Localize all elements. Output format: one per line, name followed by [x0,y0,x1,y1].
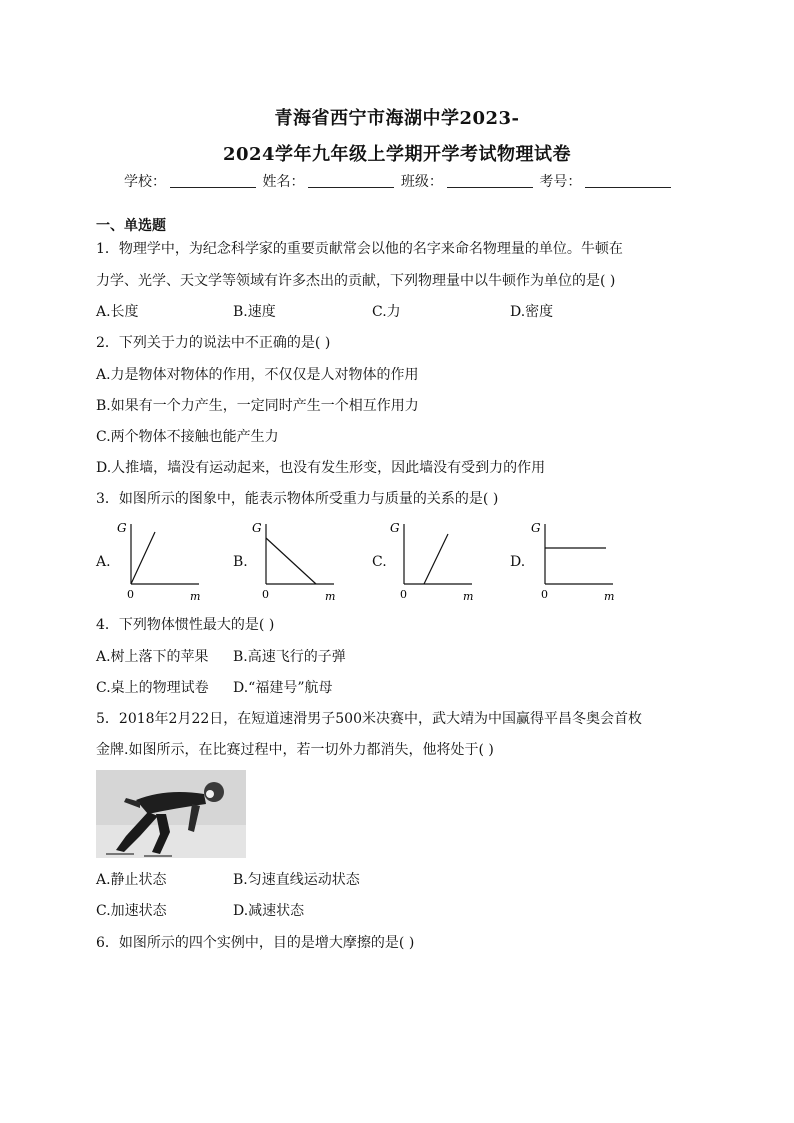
q3-graph-a [115,518,210,604]
speed-skater-photo [96,770,246,858]
q3-graph-c [388,518,483,604]
q3-graph-d [529,518,624,604]
q4-option-c: C.桌上的物理试卷 [96,680,209,696]
q5-option-a: A.静止状态 [96,872,167,888]
q1-line1: 1．物理学中，为纪念科学家的重要贡献常会以他的名字来命名物理量的单位。牛顿在 [96,241,623,257]
q4-option-a: A.树上落下的苹果 [96,649,209,665]
q5-option-c: C.加速状态 [96,903,167,919]
q3-graph-b-y-label: G [252,521,262,535]
q3-graph-c-y-label: G [390,521,400,535]
exam-title-line1: 青海省西宁市海湖中学2023- [274,108,520,129]
q2-option-a: A.力是物体对物体的作用，不仅仅是人对物体的作用 [96,367,419,383]
q3-graph-c-label: C. [372,554,387,570]
q1-line2: 力学、光学、天文学等领域有许多杰出的贡献，下列物理量中以牛顿作为单位的是( ) [96,273,616,289]
name-blank [308,174,394,188]
class-label: 班级： [400,174,443,190]
q5-line2: 金牌.如图所示，在比赛过程中，若一切外力都消失，他将处于( ) [96,742,494,758]
q3-graph-a-x-label: m [190,590,201,603]
q3-graph-a-label: A. [96,554,111,570]
q5-option-b: B.匀速直线运动状态 [233,872,360,888]
q3-graph-b-x-label: m [325,590,336,603]
q1-option-a: A.长度 [96,304,139,320]
q3-graph-b [250,518,345,604]
q5-line1: 5．2018年2月22日，在短道速滑男子500米决赛中，武大靖为中国赢得平昌冬奥会首枚 [96,711,642,727]
q2-option-d: D.人推墙，墙没有运动起来，也没有发生形变，因此墙没有受到力的作用 [96,460,546,476]
q3-graph-d-origin: 0 [541,588,548,601]
q4-stem: 4．下列物体惯性最大的是( ) [96,617,275,633]
q3-graph-d-y-label: G [531,521,541,535]
q1-option-b: B.速度 [233,304,276,320]
q4-option-d: D.“福建号”航母 [233,680,333,696]
q5-option-d: D.减速状态 [233,903,305,919]
q3-graph-a-origin: 0 [127,588,134,601]
school-label: 学校： [124,174,166,190]
q3-stem: 3．如图所示的图象中，能表示物体所受重力与质量的关系的是( ) [96,491,499,507]
exam-no-label: 考号： [539,174,582,190]
q1-option-c: C.力 [372,304,401,320]
q2-option-c: C.两个物体不接触也能产生力 [96,429,279,445]
q1-option-d: D.密度 [510,304,554,320]
q3-graph-b-label: B. [233,554,248,570]
q3-graph-b-origin: 0 [262,588,269,601]
q3-graph-a-y-label: G [117,521,127,535]
name-label: 姓名： [262,174,305,190]
q2-option-b: B.如果有一个力产生，一定同时产生一个相互作用力 [96,398,419,414]
school-blank [170,174,256,188]
q3-graph-c-x-label: m [463,590,474,603]
q6-stem: 6．如图所示的四个实例中，目的是增大摩擦的是( ) [96,935,415,951]
q3-graph-c-origin: 0 [400,588,407,601]
class-blank [447,174,533,188]
exam-title-line2: 2024学年九年级上学期开学考试物理试卷 [222,144,572,165]
q4-option-b: B.高速飞行的子弹 [233,649,346,665]
section-title: 一、单选题 [96,218,166,234]
q3-graph-d-label: D. [510,554,526,570]
skater-figure-illustration [96,770,246,858]
q3-graph-d-x-label: m [604,590,615,603]
exam-no-blank [585,174,671,188]
student-info-row [124,171,673,191]
q2-stem: 2．下列关于力的说法中不正确的是( ) [96,335,331,351]
